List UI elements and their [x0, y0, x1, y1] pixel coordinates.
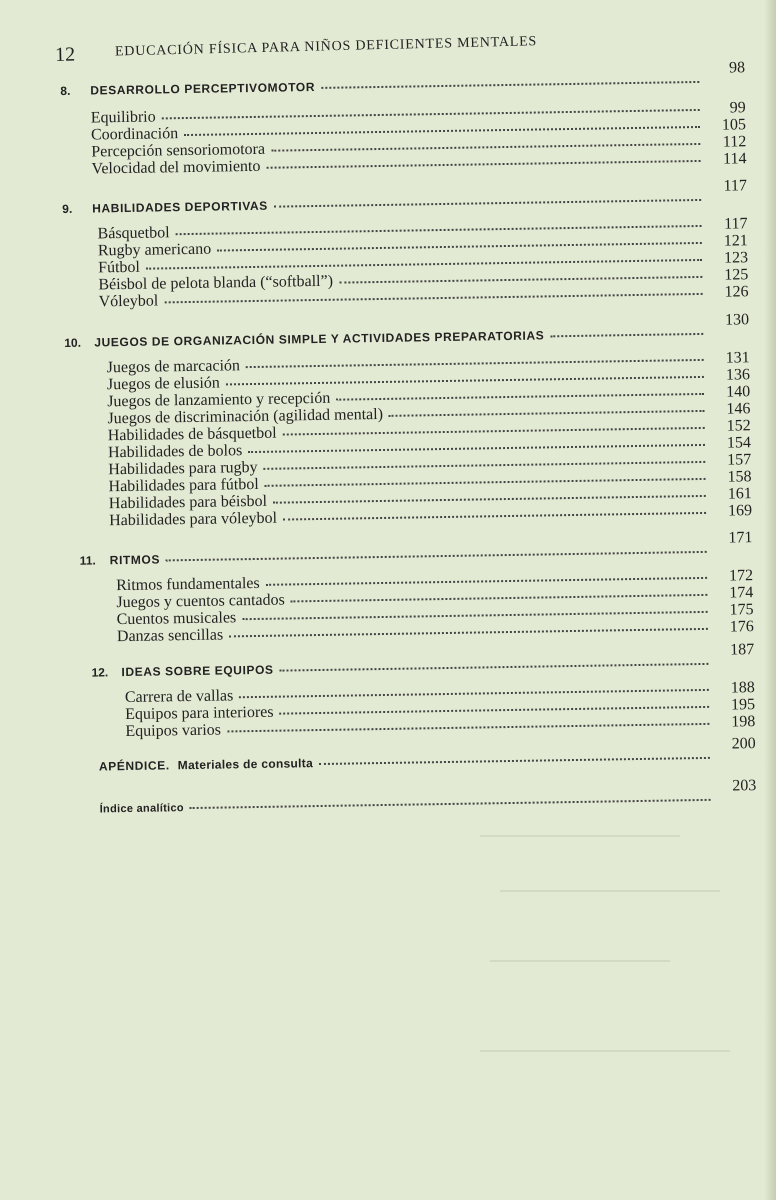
toc-chapter-10 — [64, 311, 750, 352]
entry-title: Equipos varios — [125, 721, 222, 741]
chapter-title: IDEAS SOBRE EQUIPOS — [121, 662, 274, 680]
entry-title: Percepción sensoriomotora — [91, 140, 266, 161]
index-page: 203 — [732, 777, 757, 795]
bleed-through-mark — [500, 890, 720, 892]
entry-title: Juegos de lanzamiento y recepción — [107, 389, 331, 411]
appendix-page: 200 — [731, 735, 756, 753]
entry-page: 195 — [730, 696, 756, 714]
chapter-number: 10. — [64, 335, 82, 350]
entry-page: 158 — [727, 468, 752, 486]
leader-dots — [321, 71, 699, 89]
running-title: EDUCACIÓN FÍSICA PARA NIÑOS DEFICIENTES MENTALES — [114, 34, 538, 60]
entry-page: 157 — [727, 451, 752, 469]
appendix-label: APÉNDICE. — [98, 758, 170, 774]
chapter-title: JUEGOS DE ORGANIZACIÓN SIMPLE Y ACTIVIDADES PREPARATORIAS — [94, 328, 545, 350]
chapter-page: 130 — [724, 311, 750, 329]
entry-title: Juegos de discriminación (agilidad mental) — [107, 405, 384, 428]
entry-page: 105 — [721, 116, 747, 134]
entry-title: Rugby americano — [97, 240, 212, 260]
entry-page: 140 — [726, 383, 751, 401]
entry-title: Juegos de marcación — [106, 357, 241, 377]
entry-title: Equilibrio — [90, 108, 156, 127]
entry-page: 99 — [729, 99, 746, 117]
entry-page: 169 — [727, 502, 753, 520]
leader-dots — [274, 189, 701, 208]
leader-dots — [550, 323, 703, 337]
entry-title: Ritmos fundamentales — [116, 574, 260, 595]
chapter-number: 12. — [91, 665, 109, 680]
entry-title: Habilidades para fútbol — [108, 475, 259, 496]
entry-page: 152 — [726, 417, 751, 435]
chapter-title: HABILIDADES DEPORTIVAS — [92, 198, 268, 216]
entry-title: Juegos y cuentos cantados — [116, 591, 285, 612]
entry-page: 174 — [729, 584, 754, 602]
toc-appendix — [71, 735, 756, 776]
entry-page: 117 — [723, 215, 748, 233]
entry-title: Habilidades para rugby — [108, 458, 258, 479]
entry-title: Habilidades de bolos — [107, 442, 243, 462]
chapter-title: RITMOS — [109, 552, 161, 568]
leader-dots — [190, 789, 711, 809]
entry-page: 126 — [724, 283, 749, 301]
entry-title: Juegos de elusión — [106, 374, 220, 394]
bleed-through-mark — [490, 960, 670, 962]
entry-title: Velocidad del movimiento — [91, 157, 261, 178]
entry-page: 198 — [731, 713, 756, 731]
chapter-title: DESARROLLO PERCEPTIVOMOTOR — [90, 79, 316, 98]
chapter-page: 187 — [730, 641, 755, 659]
leader-dots — [246, 349, 704, 368]
leader-dots — [319, 747, 710, 765]
entry-title: Habilidades para béisbol — [108, 492, 268, 513]
entry-page: 112 — [722, 133, 747, 151]
entry-page: 125 — [724, 266, 749, 284]
entry-title: Béisbol de pelota blanda (“softball”) — [98, 272, 334, 294]
chapter-number: 11. — [79, 553, 96, 568]
leader-dots — [279, 653, 708, 672]
toc-chapter-11 — [68, 529, 753, 570]
entry-page: 131 — [725, 349, 750, 367]
leader-dots — [166, 541, 707, 561]
appendix-title: Materiales de consulta — [177, 756, 314, 773]
entry-page: 146 — [726, 400, 751, 418]
chapter-number: 8. — [60, 83, 71, 98]
toc-chapter-12 — [69, 641, 755, 682]
index-title: Índice analítico — [99, 802, 185, 816]
entry-page: 154 — [726, 434, 752, 452]
leader-dots — [266, 567, 708, 586]
chapter-page: 171 — [728, 529, 753, 547]
entry-page: 161 — [727, 485, 752, 503]
entry-page: 175 — [729, 601, 754, 619]
entry-page: 172 — [728, 567, 754, 585]
chapter-page: 98 — [728, 59, 746, 77]
toc-index — [71, 777, 757, 818]
table-of-contents — [60, 57, 757, 818]
entry-title: Coordinación — [90, 125, 179, 144]
entry-title: Básquetbol — [97, 224, 170, 243]
entry-title: Equipos para interiores — [125, 703, 274, 724]
entry-title: Habilidades de básquetbol — [107, 424, 277, 445]
entry-title: Habilidades para vóleybol — [108, 509, 278, 530]
toc-chapter-9 — [62, 177, 748, 218]
entry-page: 114 — [722, 150, 747, 168]
bleed-through-mark — [480, 1050, 730, 1052]
entry-title: Fútbol — [98, 258, 141, 277]
chapter-number: 9. — [62, 201, 73, 216]
entry-page: 176 — [729, 618, 754, 636]
chapter-page: 117 — [723, 177, 748, 195]
entry-title: Carrera de vallas — [124, 687, 234, 707]
page-edge-shadow — [764, 0, 776, 1200]
entry-title: Vóleybol — [98, 292, 159, 311]
entry-page: 123 — [723, 249, 749, 267]
leader-dots — [239, 679, 709, 698]
bleed-through-mark — [480, 835, 680, 837]
entry-title: Cuentos musicales — [116, 609, 237, 629]
entry-page: 121 — [723, 232, 748, 250]
toc-chapter-8 — [60, 59, 746, 100]
leader-dots — [175, 215, 701, 235]
entry-title: Danzas sencillas — [116, 626, 224, 646]
entry-page: 136 — [725, 366, 751, 384]
page-number: 12 — [54, 43, 76, 66]
entry-page: 188 — [730, 679, 755, 697]
